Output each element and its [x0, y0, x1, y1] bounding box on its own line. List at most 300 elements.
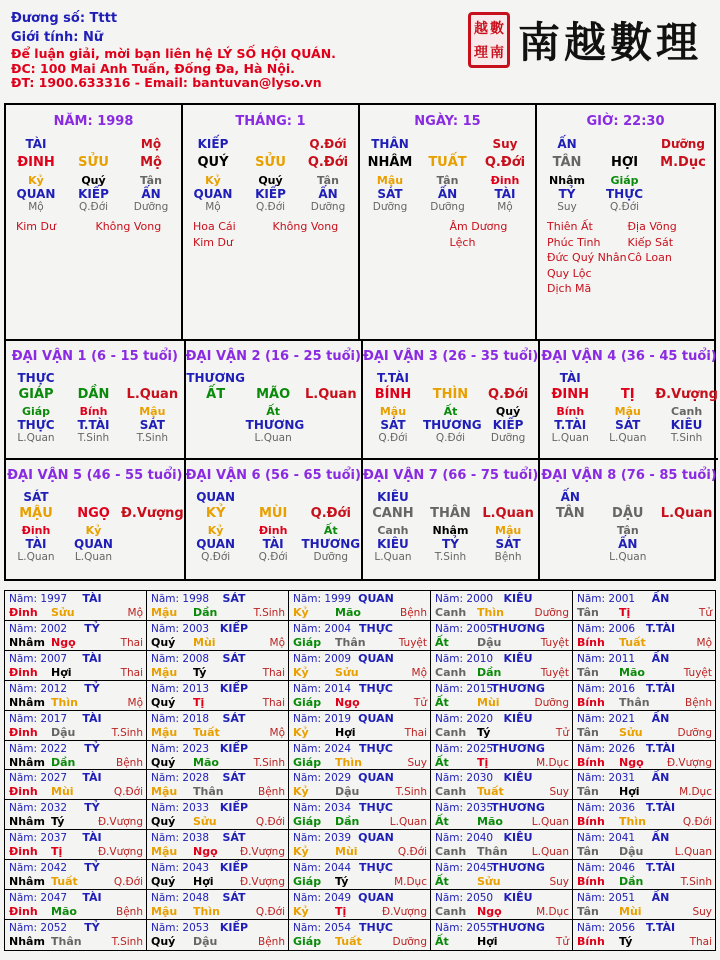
year-stem: Giáp [293, 935, 322, 949]
pillar-value: Canh [377, 524, 409, 537]
special-stars [6, 213, 181, 235]
year-stem: Bính [577, 695, 605, 709]
year-label: Năm: 2025 [435, 742, 494, 755]
year-cell [5, 651, 147, 681]
year-branch: Tuất [619, 635, 646, 649]
pillar-value [66, 137, 121, 151]
year-top-line [9, 592, 143, 606]
pillar-row [540, 537, 718, 551]
year-cell [289, 830, 431, 860]
year-cell [289, 621, 431, 651]
pillar-value: Q.Đới [307, 155, 349, 170]
year-cell [5, 890, 147, 920]
year-god: TÀI [82, 831, 102, 845]
pillar-value [540, 524, 600, 537]
pillar-row [6, 524, 184, 537]
pillar-value [121, 524, 184, 537]
year-phase: Mộ [411, 666, 427, 679]
pillar-value: Q.Đới [201, 551, 231, 563]
year-label: Năm: 2018 [151, 712, 210, 725]
year-top-line [435, 771, 569, 785]
pillar-value: T.TÀI [77, 418, 110, 432]
special-stars [360, 213, 535, 250]
pillar-row [363, 405, 538, 418]
pillar-value: TÀI [262, 537, 284, 551]
pillar-value: KIẾP [197, 137, 229, 151]
year-top-line [151, 921, 285, 935]
year-top-line [435, 652, 569, 666]
year-stem: Bính [577, 635, 605, 649]
pillar-row [183, 137, 358, 151]
star-name [628, 281, 709, 297]
year-phase: T.Sinh [395, 786, 427, 799]
pillar-value: Tân [317, 174, 339, 187]
pillar-value: NGỌ [77, 506, 110, 521]
star-name: Cô Loan [627, 251, 672, 264]
year-stem: Ất [435, 695, 449, 709]
pillar-value: MÃO [256, 387, 291, 402]
pillar-value [243, 137, 298, 151]
pillar-value: M.Dục [660, 155, 706, 170]
gender: Giới tính: Nữ [11, 30, 104, 45]
year-branch: Hợi [477, 935, 498, 949]
pillar-value: Suy [492, 137, 518, 151]
year-branch: Tuất [335, 935, 362, 949]
year-label: Năm: 2030 [435, 772, 494, 785]
year-stem: Ất [435, 815, 449, 829]
pillar-value: Dưỡng [661, 137, 705, 151]
year-god: ẤN [651, 711, 670, 725]
year-bottom-line [435, 606, 569, 620]
pillar-value [420, 137, 475, 151]
pillar-value [655, 551, 718, 563]
year-stem: Đinh [9, 606, 38, 619]
year-phase: Tuyệt [683, 666, 712, 679]
year-phase: M.Dục [536, 906, 569, 919]
year-phase: Bệnh [116, 906, 143, 919]
pillar-value: T.TÀI [376, 371, 409, 385]
year-cell [289, 711, 431, 741]
pillar-value: THÂN [371, 137, 409, 151]
pillar-value: SÁT [495, 537, 521, 551]
pillar-value: Mộ [140, 155, 162, 170]
pillar-row [540, 418, 718, 432]
year-branch: Dậu [477, 635, 502, 649]
year-stem: Quý [151, 935, 176, 949]
year-bottom-line [577, 785, 712, 799]
year-branch: Sửu [477, 875, 501, 889]
pillar-value [655, 371, 718, 385]
year-branch: Ngọ [51, 635, 76, 649]
year-branch: Dần [193, 606, 218, 619]
year-phase: L.Quan [389, 816, 427, 829]
year-cell [573, 890, 715, 920]
year-god: THƯƠNG [491, 681, 545, 695]
year-bottom-line [9, 636, 143, 650]
pillar-row [363, 418, 538, 432]
year-god: THỰC [359, 741, 393, 755]
year-stem: Nhâm [9, 935, 45, 949]
star-name: Âm Dương Lệch [449, 220, 508, 249]
year-label: Năm: 2023 [151, 742, 210, 755]
pillar-value [121, 490, 184, 504]
year-god: TỶ [84, 861, 100, 875]
year-branch: Thân [477, 845, 508, 859]
year-bottom-line [293, 815, 427, 829]
year-bottom-line [151, 875, 285, 889]
year-god: T.TÀI [645, 861, 676, 875]
year-bottom-line [151, 696, 285, 710]
year-branch: Dậu [335, 785, 360, 799]
dai-van-cell [363, 460, 540, 579]
year-bottom-line [577, 845, 712, 859]
year-stem: Giáp [293, 695, 322, 709]
year-bottom-line [9, 785, 143, 799]
year-bottom-line [151, 726, 285, 740]
contact-line: Để luận giải, mời bạn liên hệ LÝ SỐ HỘI QUÁN. [11, 46, 336, 61]
year-god: THƯƠNG [491, 621, 545, 635]
year-cell [431, 681, 573, 711]
year-cell [431, 860, 573, 890]
pillar-row [540, 387, 718, 402]
pillar-value [186, 418, 246, 432]
year-bottom-line [9, 726, 143, 740]
year-bottom-line [9, 756, 143, 770]
year-label: Năm: 2035 [435, 802, 494, 815]
pillar-value [600, 490, 655, 504]
year-god: KIẾP [219, 861, 249, 875]
pillar-value [652, 174, 714, 187]
pillar-row [540, 551, 718, 563]
year-top-line [151, 831, 285, 845]
year-branch: Hợi [335, 725, 356, 739]
pillar-value: Quý [495, 405, 521, 418]
dai-van-title: ĐẠI VẬN 3 (26 - 35 tuổi) [362, 349, 539, 364]
year-stem: Đinh [9, 785, 38, 799]
dai-van-title: ĐẠI VẬN 4 (36 - 45 tuổi) [541, 349, 717, 364]
year-god: TỶ [84, 621, 100, 635]
year-god: SÁT [222, 891, 246, 905]
pillar-value [66, 490, 121, 504]
year-stem: Mậu [151, 905, 178, 919]
year-top-line [151, 801, 285, 815]
pillar-value: Mộ [140, 137, 162, 151]
pillar-row [186, 551, 361, 563]
year-phase: M.Dục [536, 756, 569, 769]
year-stem: Canh [435, 665, 467, 679]
pillar-row [6, 432, 184, 444]
year-label: Năm: 2026 [577, 742, 636, 755]
year-god: KIẾP [219, 801, 249, 815]
year-cell [5, 741, 147, 771]
year-branch: Ngọ [193, 845, 218, 859]
year-branch: Dậu [619, 845, 644, 859]
dai-van-title: ĐẠI VẬN 2 (16 - 25 tuổi) [185, 349, 361, 364]
year-branch: Tý [619, 935, 633, 949]
year-god: T.TÀI [645, 681, 676, 695]
year-top-line [151, 622, 285, 636]
year-top-line [435, 682, 569, 696]
year-god: QUAN [358, 771, 394, 785]
year-top-line [9, 801, 143, 815]
year-cell [431, 741, 573, 771]
pillar-row [6, 551, 184, 563]
pillar-row [360, 137, 535, 151]
year-god: THƯƠNG [491, 801, 545, 815]
year-bottom-line [577, 905, 712, 919]
pillar-value: SÁT [380, 418, 406, 432]
year-stem: Giáp [293, 815, 322, 829]
pillar-value: SÁT [377, 187, 403, 201]
year-bottom-line [435, 815, 569, 829]
year-stem: Kỷ [293, 725, 309, 739]
year-top-line [151, 742, 285, 756]
year-cell [5, 621, 147, 651]
year-bottom-line [435, 845, 569, 859]
year-god: THỰC [359, 861, 393, 875]
pillar-row [6, 371, 184, 385]
year-phase: Suy [549, 876, 569, 889]
year-label: Năm: 2010 [435, 652, 494, 665]
year-label: Năm: 2004 [293, 622, 352, 635]
year-top-line [577, 712, 712, 726]
year-top-line [9, 831, 143, 845]
year-bottom-line [577, 756, 712, 770]
year-top-line [9, 712, 143, 726]
year-branch: Sửu [335, 665, 359, 679]
pillar-value [301, 490, 361, 504]
year-phase: Bệnh [258, 936, 285, 949]
pillar-value: QUAN [193, 187, 233, 201]
year-cell [573, 830, 715, 860]
year-god: SÁT [222, 771, 246, 785]
pillar-row [186, 387, 361, 402]
year-branch: Dần [51, 755, 76, 769]
pillar-value: NHÂM [367, 155, 413, 170]
year-god: ẤN [651, 592, 670, 605]
year-stem: Mậu [151, 785, 178, 799]
year-cell [147, 741, 289, 771]
pillar-row [363, 506, 538, 521]
pillar-value [121, 371, 184, 385]
year-stem: Bính [577, 875, 605, 889]
year-label: Năm: 2055 [435, 922, 494, 935]
year-bottom-line [151, 935, 285, 949]
pillar-value: ĐINH [551, 387, 590, 402]
year-god: QUAN [358, 651, 394, 665]
pillar-value [423, 371, 478, 385]
year-stem: Tân [577, 905, 599, 919]
year-label: Năm: 2050 [435, 892, 494, 905]
year-stem: Quý [151, 755, 176, 769]
year-bottom-line [577, 815, 712, 829]
year-phase: T.Sinh [253, 756, 285, 769]
dai-van-title: ĐẠI VẬN 5 (46 - 55 tuổi) [7, 468, 183, 483]
year-label: Năm: 2017 [9, 712, 68, 725]
pillar-value: THƯƠNG [422, 418, 482, 432]
year-cell [573, 711, 715, 741]
pillar-row [186, 405, 361, 418]
year-cell [147, 860, 289, 890]
year-top-line [293, 682, 427, 696]
year-stem: Canh [435, 905, 467, 919]
year-branch: Dậu [51, 725, 76, 739]
pillar-value: QUAN [196, 537, 236, 551]
pillar-value: Kỷ [205, 174, 221, 187]
year-cell [147, 920, 289, 950]
year-bottom-line [577, 696, 712, 710]
pillar-row [363, 551, 538, 563]
pillar-value: QUAN [196, 490, 236, 504]
year-top-line [577, 771, 712, 785]
pillar-value: Dưỡng [313, 551, 349, 563]
pillar-cell [6, 105, 183, 339]
year-top-line [151, 861, 285, 875]
pillar-row [186, 506, 361, 521]
year-label: Năm: 2013 [151, 682, 210, 695]
year-phase: Suy [549, 786, 569, 799]
year-stem: Đinh [9, 665, 38, 679]
year-bottom-line [435, 875, 569, 889]
pillar-value: Dưỡng [310, 201, 346, 213]
year-stem: Giáp [293, 875, 322, 889]
year-cell [5, 800, 147, 830]
pillar-value: Đinh [258, 524, 288, 537]
pillar-row [537, 201, 714, 213]
pillar-value: L.Quan [74, 551, 113, 563]
pillar-value: T.Sinh [136, 432, 169, 444]
pillar-value: ẤN [560, 490, 580, 504]
pillar-value [655, 537, 718, 551]
pillar-value: QUAN [74, 537, 113, 551]
pillar-value: QUAN [16, 187, 56, 201]
year-phase: Thai [404, 726, 427, 739]
year-top-line [577, 891, 712, 905]
year-stem: Nhâm [9, 635, 45, 649]
pillar-value: KIẾP [492, 418, 524, 432]
year-top-line [577, 652, 712, 666]
pillar-row [363, 490, 538, 504]
pillar-value [478, 490, 538, 504]
year-label: Năm: 2007 [9, 652, 68, 665]
pillar-value: Q.Đới [487, 387, 529, 402]
year-branch: Sửu [619, 725, 643, 739]
pillar-row [540, 506, 718, 521]
year-cell [573, 770, 715, 800]
year-god: TỶ [84, 681, 100, 695]
pillar-value: Mậu [495, 524, 522, 537]
year-branch: Tý [477, 725, 491, 739]
year-bottom-line [151, 815, 285, 829]
pillar-row [186, 490, 361, 504]
year-bottom-line [577, 726, 712, 740]
year-god: SÁT [222, 592, 246, 605]
year-cell [431, 830, 573, 860]
pillar-value: GIÁP [18, 387, 54, 402]
pillar-value: HỢI [610, 155, 639, 170]
year-branch: Thân [193, 785, 224, 799]
star-name [628, 266, 709, 282]
year-branch: Dần [619, 875, 644, 889]
year-branch: Ngọ [335, 695, 360, 709]
pillar-value [540, 551, 600, 563]
year-label: Năm: 2029 [293, 772, 352, 785]
year-phase: Tuyệt [398, 636, 427, 649]
year-phase: T.Sinh [111, 936, 143, 949]
year-label: Năm: 2000 [435, 593, 494, 605]
year-god: KIẾP [219, 921, 249, 935]
pillar-value: T.TÀI [554, 418, 587, 432]
year-stem: Tân [577, 785, 599, 799]
year-phase: Q.Đới [113, 786, 143, 799]
year-god: KIÊU [503, 831, 533, 845]
year-phase: Suy [692, 906, 712, 919]
year-stem: Đinh [9, 725, 38, 739]
year-branch: Tuất [51, 875, 78, 889]
year-god: TỶ [84, 801, 100, 815]
year-branch: Thìn [619, 815, 646, 829]
year-phase: Đ.Vượng [381, 906, 427, 919]
year-bottom-line [293, 636, 427, 650]
year-label: Năm: 2020 [435, 712, 494, 725]
year-bottom-line [293, 935, 427, 949]
dai-van-cell [540, 341, 718, 460]
year-branch: Tị [193, 695, 205, 709]
year-cell [289, 770, 431, 800]
year-label: Năm: 2040 [435, 832, 494, 845]
year-god: KIẾP [219, 621, 249, 635]
pillar-row [363, 387, 538, 402]
pillar-value: THÂN [430, 506, 471, 521]
pillar-value [478, 371, 538, 385]
year-bottom-line [435, 696, 569, 710]
dai-van-cell [186, 341, 363, 460]
pillar-value: Mậu [614, 405, 641, 418]
year-god: THỰC [359, 801, 393, 815]
pillar-value: TỶ [442, 537, 459, 551]
year-cell [147, 651, 289, 681]
pillar-row [183, 155, 358, 170]
year-phase: M.Dục [679, 786, 712, 799]
year-phase: Q.Đới [682, 816, 712, 829]
pillar-row [6, 506, 184, 521]
year-branch: Tị [619, 606, 631, 619]
pillar-row [186, 524, 361, 537]
pillar-row [540, 490, 718, 504]
year-top-line [293, 861, 427, 875]
year-god: KIẾP [219, 741, 249, 755]
pillar-row [6, 418, 184, 432]
year-god: QUAN [358, 711, 394, 725]
pillar-value [246, 371, 301, 385]
pillar-value: Canh [671, 405, 703, 418]
year-top-line [293, 831, 427, 845]
year-god: KIÊU [503, 891, 533, 905]
pillar-value: KIẾP [78, 187, 109, 201]
pillar-value: Dưỡng [133, 201, 169, 213]
year-god: THỰC [359, 921, 393, 935]
pillar-value: KIÊU [377, 490, 409, 504]
year-god: ẤN [651, 771, 670, 785]
dai-van-cell [6, 341, 186, 460]
year-label: Năm: 2031 [577, 772, 636, 785]
year-bottom-line [435, 905, 569, 919]
year-label: Năm: 2012 [9, 682, 68, 695]
year-god: THỰC [359, 621, 393, 635]
dai-van-title: ĐẠI VẬN 1 (6 - 15 tuổi) [11, 349, 178, 364]
pillar-value: Mậu [139, 405, 166, 418]
year-branch: Mão [335, 606, 361, 619]
